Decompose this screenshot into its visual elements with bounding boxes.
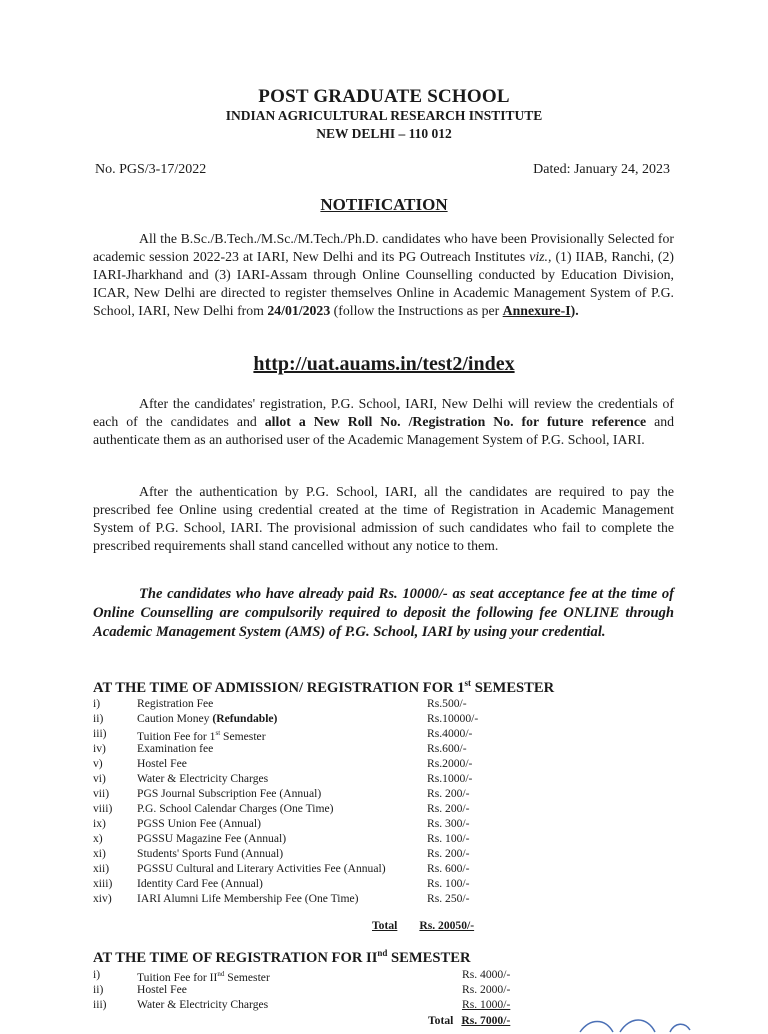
reference-number: No. PGS/3-17/2022 <box>95 162 207 177</box>
notification-page: POST GRADUATE SCHOOL INDIAN AGRICULTURAL RESEARCH INSTITUTE NEW DELHI – 110 012 No. PGS/3-17/2022 Dated: January 24, 2023 NOTIFICATION All the B.Sc./B.Tech./M.Sc./M.Tech./Ph.D. candidates who have been Provisionally Selected for academic session 2022-23 at IARI, New Delhi and its PG Outreach Institutes viz., (1) IIAB, Ranchi, (2) IARI-Jharkhand and (3) IARI-Assam through Online Counselling conducted by Education Division, ICAR, New Delhi are directed to register themselves Online in Academic Management System of P.G. School, IARI, New Delhi from 24/01/2023 (follow the Instructions as per Annexure-I). http://uat.auams.in/test2/index After the candidates' registration, P.G. School, IARI, New Delhi will review the credentials of each of the candidates and allot a New Roll No. /Registration No. for future reference and authenticate them as an authorised user of the Academic Management System of P.G. School, IARI. After the authentication by P.G. School, IARI, all the candidates are required to pay the prescribed fee Online using credential created at the time of Registration in Academic Management System of P.G. School, IARI. The provisional admission of such candidates who fail to complete the prescribed requirements shall stand cancelled without any notice to them. The candidates who have already paid Rs. 10000/- as seat acceptance fee at the time of Online Counselling are compulsorily required to deposit the following fee ONLINE through Academic Management System (AMS) of P.G. School, IARI by using your credential. AT THE TIME OF ADMISSION/ REGISTRATION FOR 1st SEMESTER i) Registration Fee Rs.500/- ii) Caution Money (Refundable) Rs.10000/- iii) Tuition Fee for 1st Semester Rs.4000/- iv) Examination fee Rs.600/- v) Hostel Fee Rs.2000/- vi) Water & Electricity Charges Rs.1000/- vii) PGS Journal Subscription Fee (Annual) Rs. 200/- viii) P.G. School Calendar Charges (One Time) Rs. 200/- ix) PGSS Union Fee (Annual) Rs. 300/- x) PGSSU Magazine Fee (Annual) Rs. 100/- xi) Students' Sports Fund (Annual) Rs. 200/- xii) PGSSU Cultural and Literary Activities Fee (Annual) Rs. 600/- xiii) Identity Card Fee (Annual) Rs. 100/- xiv) IARI Alumni Life Membership Fee (One Time) Rs. 250/- Total Rs. 20050/- AT THE TIME OF REGISTRATION FOR IInd SEMESTER i) Tuition Fee for IInd Semester Rs. 4000/- ii) Hostel Fee Rs. 2000/- iii) Water & Electricity Charges Rs. 1000/- Total Rs. 7000/- <box>0 0 768 1024</box>
section-second-semester-title: AT THE TIME OF REGISTRATION FOR IInd SEMESTER <box>93 948 471 966</box>
registration-start-date: 24/01/2023 <box>267 303 331 318</box>
registration-link[interactable] <box>0 353 768 376</box>
notification-title-text: NOTIFICATION <box>320 195 448 214</box>
annexure-reference: Annexure-I <box>502 303 571 318</box>
school-heading: POST GRADUATE SCHOOL <box>258 86 510 107</box>
reference-date: Dated: January 24, 2023 <box>533 162 670 177</box>
paragraph-review: After the candidates' registration, P.G. School, IARI, New Delhi will review the credentials of each of the candidates and allot a New Roll No. /Registration No. for future reference and authenticate them as an authorised user of the Academic Management System of P.G. School, IARI. <box>93 396 675 447</box>
first-semester-total <box>372 919 474 932</box>
roll-number-note: allot a New Roll No. /Registration No. for future reference <box>264 414 647 429</box>
second-semester-total <box>428 1014 510 1027</box>
registration-link-text[interactable]: http://uat.auams.in/test2/index <box>253 353 515 375</box>
section-first-semester-title: AT THE TIME OF ADMISSION/ REGISTRATION FOR 1st SEMESTER <box>93 678 555 696</box>
total-label: Total <box>372 919 398 932</box>
total-value: Rs. 20050/- <box>419 919 475 932</box>
notification-title <box>0 195 768 215</box>
paragraph-payment: After the authentication by P.G. School, IARI, all the candidates are required to pay the prescribed fee Online using credential created at the time of Registration in Academic Management System of P.G. School, IARI. The provisional admission of such candidates who fail to complete the prescribed requirements shall stand cancelled without any notice to them. <box>93 484 674 553</box>
city-heading: NEW DELHI – 110 012 <box>316 126 452 141</box>
total-value: Rs. 7000/- <box>461 1014 511 1027</box>
institute-heading: INDIAN AGRICULTURAL RESEARCH INSTITUTE <box>225 108 543 123</box>
total-label: Total <box>428 1014 454 1027</box>
paragraph-seat-fee: The candidates who have already paid Rs. 10000/- as seat acceptance fee at the time of Online Counselling are compulsorily required to deposit the following fee ONLINE through Academic Management System (AMS) of P.G. School, IARI by using your credential. <box>93 586 674 640</box>
signature-stroke <box>575 1014 695 1034</box>
paragraph-registration: All the B.Sc./B.Tech./M.Sc./M.Tech./Ph.D. candidates who have been Provisionally Selected for academic session 2022-23 at IARI, New Delhi and its PG Outreach Institutes viz., (1) IIAB, Ranchi, (2) IARI-Jharkhand and (3) IARI-Assam through Online Counselling conducted by Education Division, ICAR, New Delhi are directed to register themselves Online in Academic Management System of P.G. School, IARI, New Delhi from 24/01/2023 (follow the Instructions as per Annexure-I). <box>93 231 674 318</box>
